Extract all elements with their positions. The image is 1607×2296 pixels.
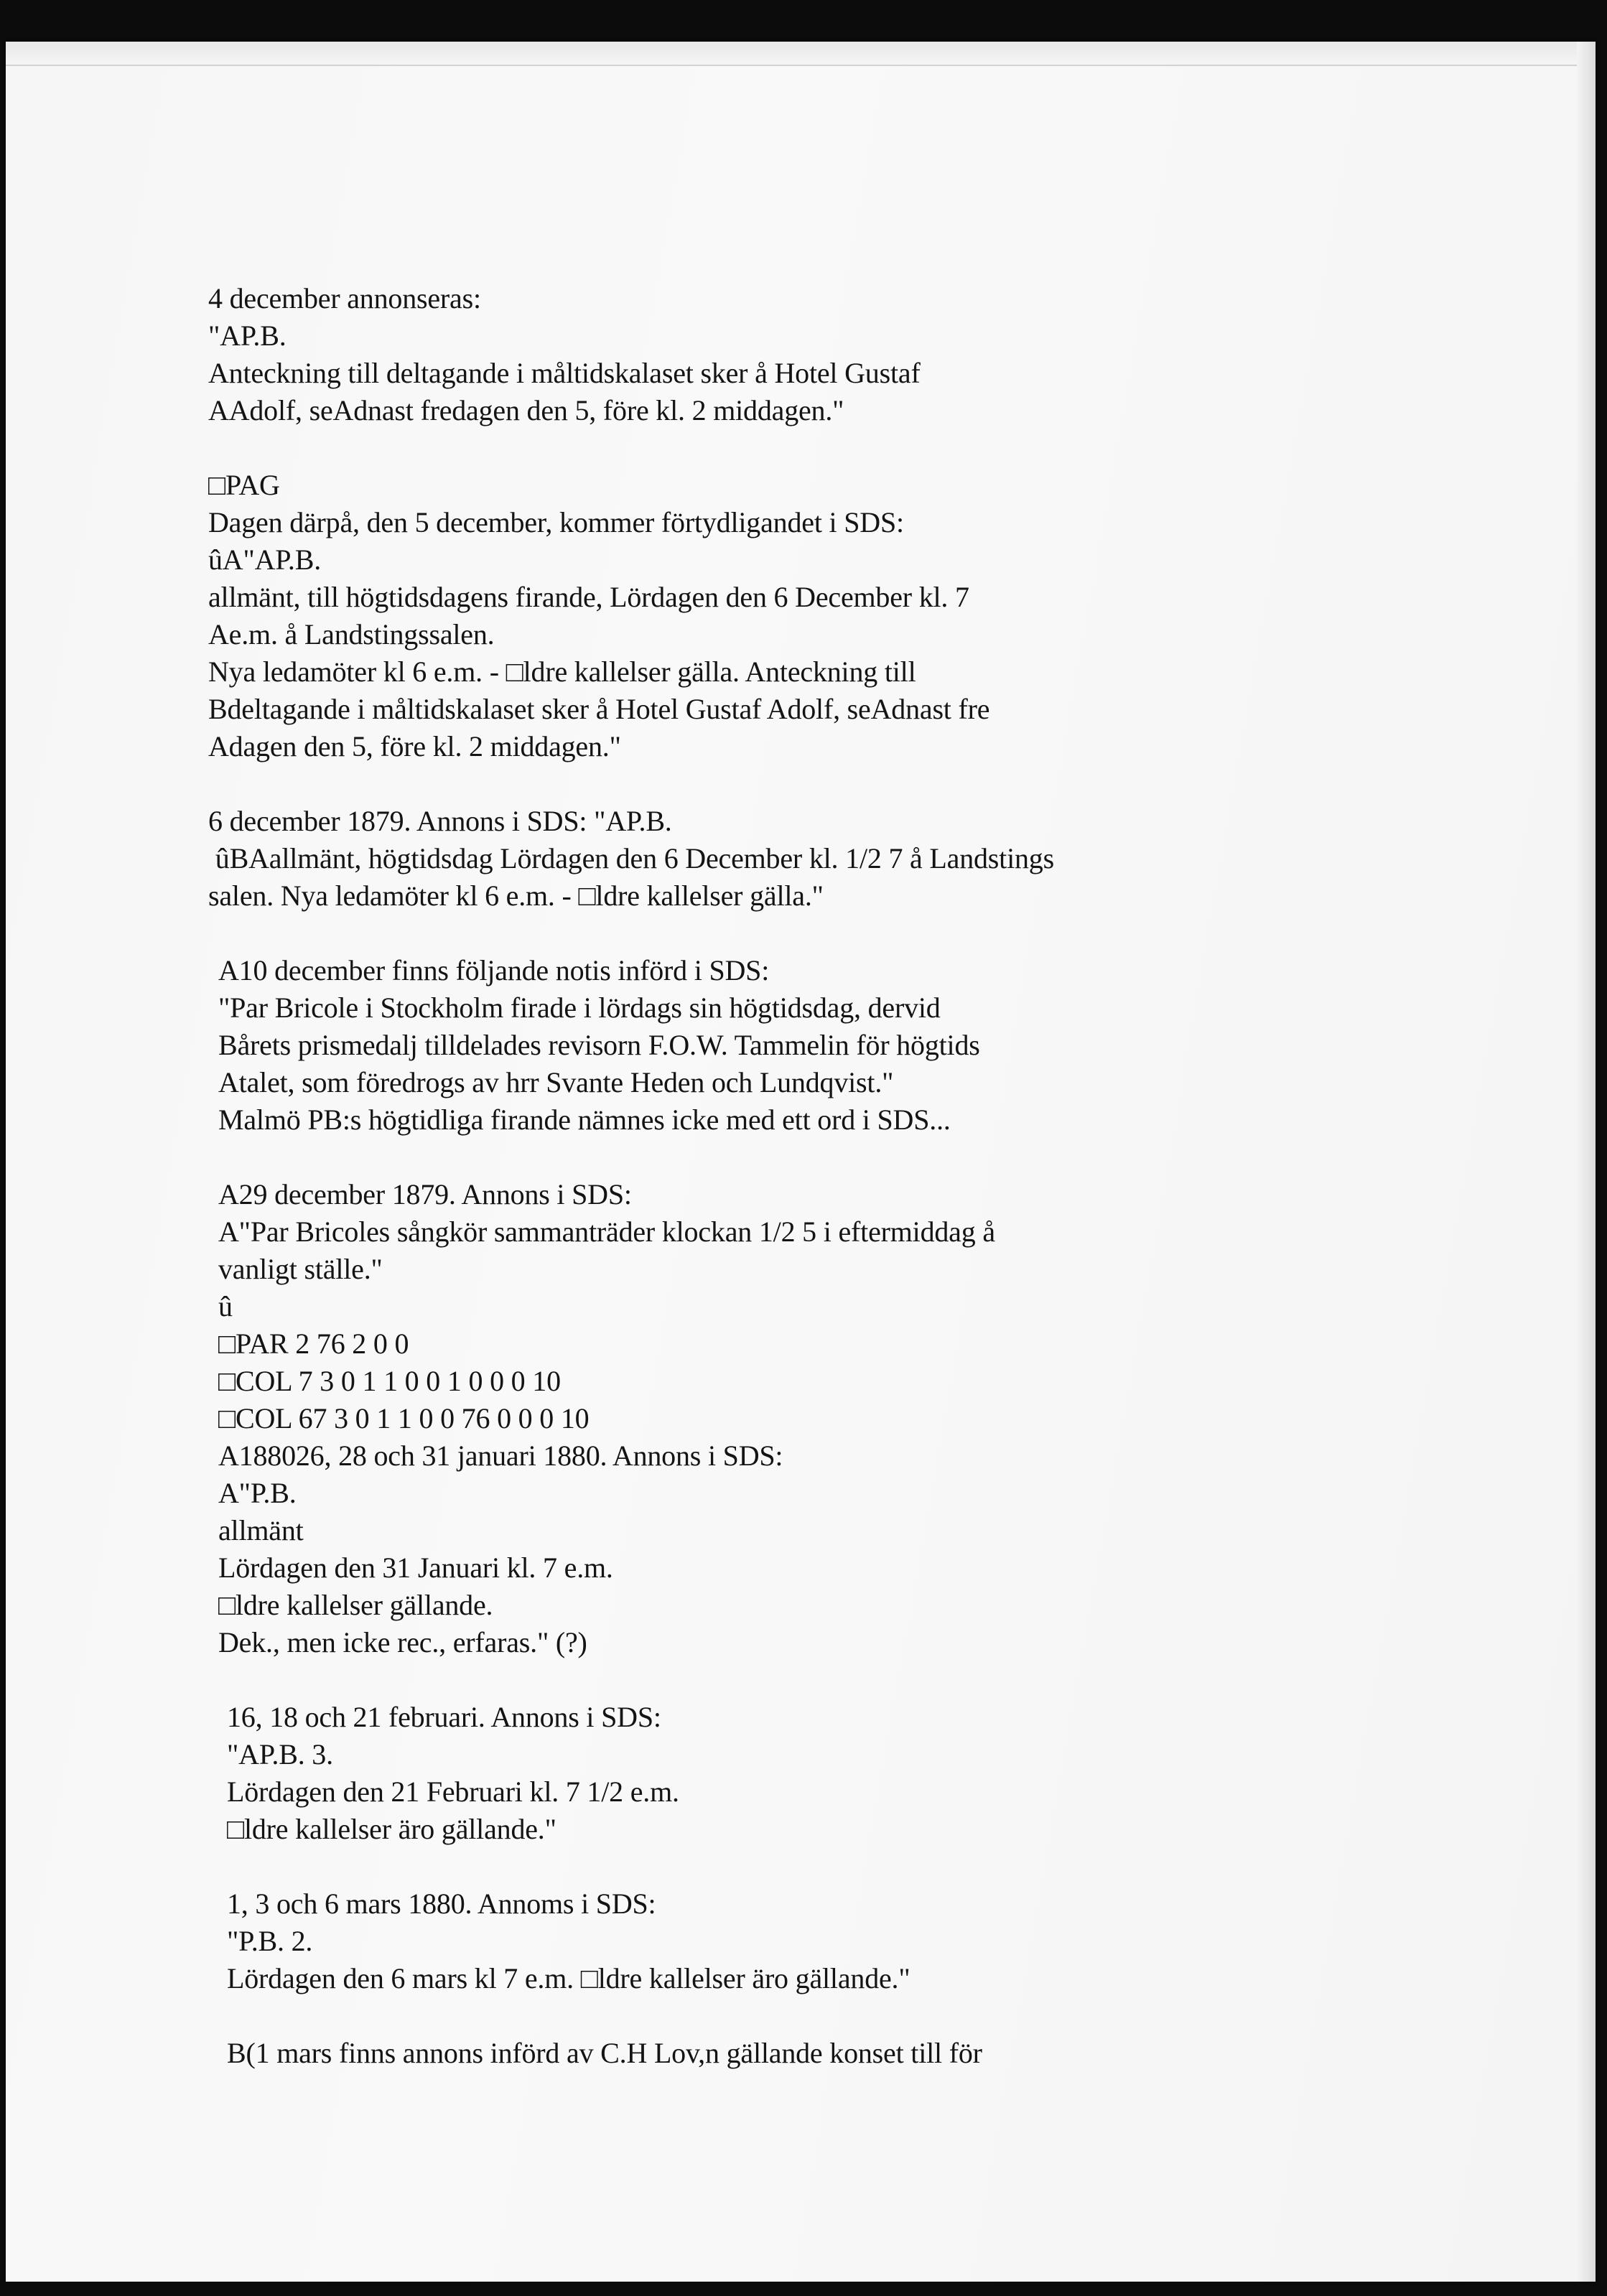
text-line: A"P.B.	[218, 1477, 297, 1509]
text-line: ûBAallmänt, högtidsdag Lördagen den 6 December kl. 1/2 7 å Landstings	[208, 842, 1054, 874]
paragraph-gap	[208, 1997, 1400, 2035]
paragraph	[208, 1699, 1400, 1848]
text-line: Dek., men icke rec., erfaras." (?)	[218, 1626, 587, 1658]
text-line: allmänt, till högtidsdagens firande, Lördagen den 6 December kl. 7	[208, 581, 969, 613]
text-line: A188026, 28 och 31 januari 1880. Annons i SDS:	[218, 1439, 783, 1472]
text-line: "AP.B.	[208, 319, 287, 352]
text-line: A"Par Bricoles sångkör sammanträder klockan 1/2 5 i eftermiddag å	[218, 1215, 995, 1248]
text-line: □PAG	[208, 469, 280, 501]
text-line: Adagen den 5, före kl. 2 middagen."	[208, 730, 621, 762]
paragraph	[208, 803, 1400, 915]
text-line: □COL 67 3 0 1 1 0 0 76 0 0 0 10	[218, 1402, 590, 1434]
text-line: ûA"AP.B.	[208, 543, 321, 576]
text-line: Lördagen den 31 Januari kl. 7 e.m.	[218, 1551, 613, 1584]
text-line: allmänt	[218, 1514, 304, 1546]
text-line: Malmö PB:s högtidliga firande nämnes icke med ett ord i SDS...	[218, 1103, 951, 1136]
text-line: Bårets prismedalj tilldelades revisorn F.O.W. Tammelin för högtids	[218, 1029, 980, 1061]
text-line: 6 december 1879. Annons i SDS: "AP.B.	[208, 805, 672, 837]
text-line: "Par Bricole i Stockholm firade i lördags sin högtidsdag, dervid	[218, 991, 941, 1024]
text-line: Bdeltagande i måltidskalaset sker å Hotel Gustaf Adolf, seAdnast fre	[208, 693, 990, 725]
text-line: A10 december finns följande notis införd i SDS:	[218, 954, 770, 986]
text-line: □ldre kallelser äro gällande."	[227, 1813, 556, 1845]
text-line: "AP.B. 3.	[227, 1738, 333, 1770]
text-line: □ldre kallelser gällande.	[218, 1589, 493, 1621]
paragraph-gap	[208, 915, 1400, 952]
text-line: □COL 7 3 0 1 1 0 0 1 0 0 0 10	[218, 1365, 561, 1397]
text-line: A29 december 1879. Annons i SDS:	[218, 1178, 632, 1210]
text-line: 4 december annonseras:	[208, 282, 481, 314]
paragraph-gap	[208, 429, 1400, 467]
paragraph-gap	[208, 1848, 1400, 1885]
text-line: salen. Nya ledamöter kl 6 e.m. - □ldre kallelser gälla."	[208, 879, 824, 912]
text-line: □PAR 2 76 2 0 0	[218, 1327, 409, 1360]
paragraph	[208, 952, 1400, 1139]
paragraph-gap	[208, 1661, 1400, 1699]
text-line: AAdolf, seAdnast fredagen den 5, före kl. 2 middagen."	[208, 394, 844, 426]
paragraph-gap	[208, 1139, 1400, 1176]
text-line: û	[218, 1290, 233, 1322]
text-line: Nya ledamöter kl 6 e.m. - □ldre kallelser gälla. Anteckning till	[208, 655, 916, 688]
text-line: Lördagen den 6 mars kl 7 e.m. □ldre kallelser äro gällande."	[227, 1962, 910, 1994]
text-line: 1, 3 och 6 mars 1880. Annoms i SDS:	[227, 1887, 656, 1920]
paper-right-edge	[1577, 42, 1596, 2282]
text-line: Dagen därpå, den 5 december, kommer förtydligandet i SDS:	[208, 506, 904, 538]
text-line: B(1 mars finns annons införd av C.H Lov,n gällande konset till för	[227, 2037, 982, 2069]
paragraph	[208, 1176, 1400, 1661]
paragraph	[208, 1885, 1400, 1997]
paragraph	[208, 467, 1400, 765]
text-line: "P.B. 2.	[227, 1925, 313, 1957]
document-text	[208, 280, 1400, 2072]
text-line: Lördagen den 21 Februari kl. 7 1/2 e.m.	[227, 1775, 679, 1808]
text-line: Atalet, som föredrogs av hrr Svante Heden och Lundqvist."	[218, 1066, 894, 1098]
paragraph-gap	[208, 765, 1400, 803]
text-line: Ae.m. å Landstingssalen.	[208, 618, 495, 650]
text-line: vanligt ställe."	[218, 1253, 383, 1285]
text-line: Anteckning till deltagande i måltidskalaset sker å Hotel Gustaf	[208, 357, 921, 389]
paragraph	[208, 2035, 1400, 2072]
paper-fold-edge	[6, 42, 1596, 66]
paragraph	[208, 280, 1400, 429]
text-line: 16, 18 och 21 februari. Annons i SDS:	[227, 1701, 661, 1733]
